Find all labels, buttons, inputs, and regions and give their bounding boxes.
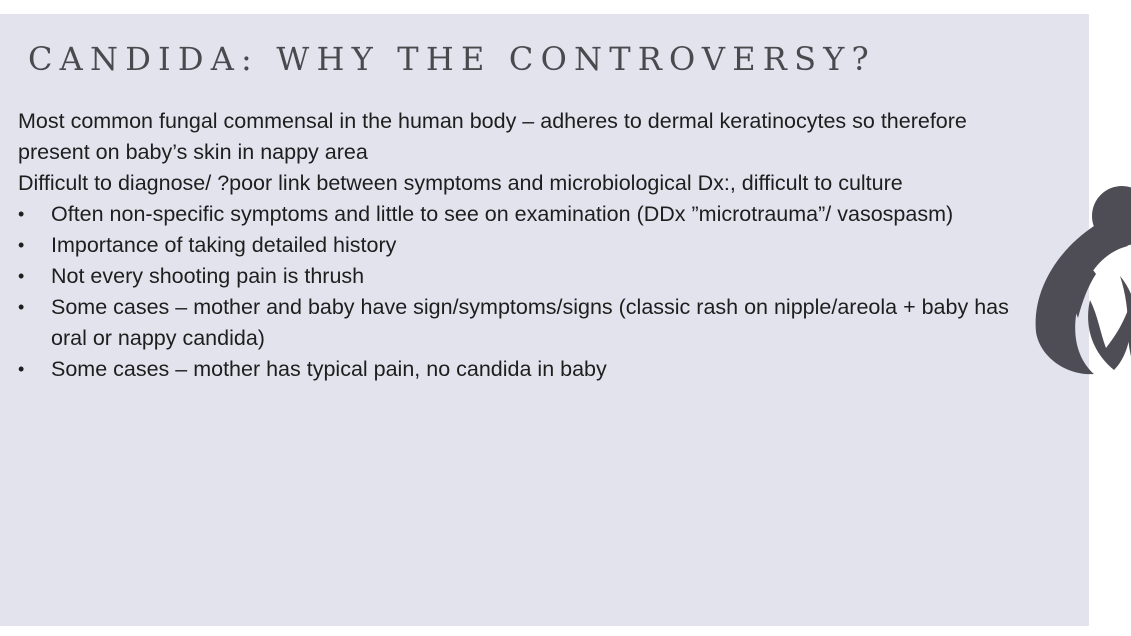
bullet-item-symptoms	[18, 199, 1028, 230]
bullet-text: Not every shooting pain is thrush	[51, 264, 365, 288]
slide-title: CANDIDA: WHY THE CONTROVERSY?	[28, 40, 876, 78]
bullet-marker: •	[18, 359, 25, 379]
bullet-text: Importance of taking detailed history	[51, 233, 397, 257]
bullet-item-mother-only	[18, 354, 1028, 385]
bullet-marker: •	[18, 266, 25, 286]
bullet-item-shooting-pain	[18, 261, 1028, 292]
bullet-marker: •	[18, 235, 25, 255]
body-paragraph-diagnosis: Difficult to diagnose/ ?poor link between symptoms and microbiological Dx:, difficult to culture	[18, 171, 903, 195]
bullet-list	[18, 199, 1028, 385]
body-paragraph-keratinocytes: Most common fungal commensal in the human body – adheres to dermal keratinocytes so therefore present on baby’s skin in nappy area	[18, 109, 967, 164]
slide-body	[18, 106, 1028, 385]
bullet-text: Some cases – mother and baby have sign/symptoms/signs (classic rash on nipple/areola + baby has oral or nappy candida)	[51, 295, 1009, 350]
bullet-marker: •	[18, 297, 25, 317]
bullet-item-mother-and-baby	[18, 292, 1028, 354]
logo-shape	[1036, 186, 1131, 376]
bullet-text: Often non-specific symptoms and little to see on examination (DDx ”microtrauma”/ vasospasm)	[51, 202, 954, 226]
bullet-text: Some cases – mother has typical pain, no candida in baby	[51, 357, 607, 381]
slide	[0, 14, 1089, 626]
mother-and-baby-logo-icon	[1028, 180, 1131, 380]
bullet-item-history	[18, 230, 1028, 261]
bullet-marker: •	[18, 204, 25, 224]
